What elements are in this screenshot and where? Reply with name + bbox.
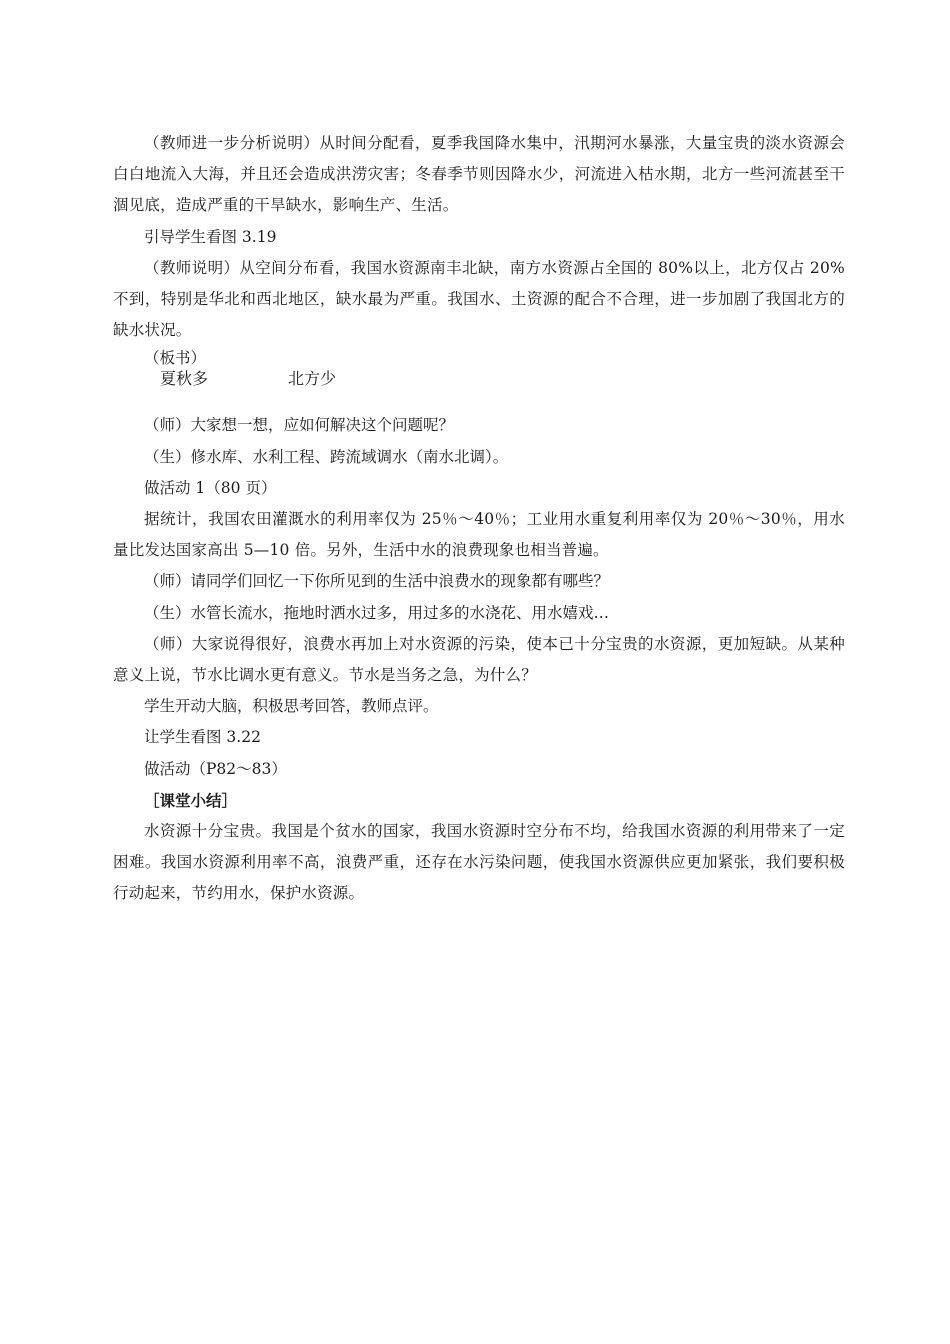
paragraph-statistics: 据统计，我国农田灌溉水的利用率仅为 25％～40％；工业用水重复利用率仅为 20％～30％，用水量比发达国家高出 5—10 倍。另外，生活中水的浪费现象也相当普遍。 <box>113 510 845 560</box>
activity-1: 做活动 1（80 页） <box>144 478 277 497</box>
board-note-north-less: 北方少 <box>288 369 337 389</box>
student-answer: （生）修水库、水利工程、跨流域调水（南水北调）。 <box>144 447 509 466</box>
board-notes <box>113 368 845 390</box>
board-label: （板书） <box>144 349 207 368</box>
paragraph-teacher-conservation: （师）大家说得很好，浪费水再加上对水资源的污染，使本已十分宝贵的水资源，更加短缺。从某种意义上说，节水比调水更有意义。节水是当务之急，为什么？ <box>113 634 845 685</box>
student-waste-examples: （生）水管长流水，拖地时洒水过多，用过多的水浇花、用水嬉戏… <box>144 603 610 622</box>
activity-p82-83: 做活动（P82～83） <box>144 759 287 778</box>
teacher-prompt-waste: （师）请同学们回忆一下你所见到的生活中浪费水的现象都有哪些？ <box>144 572 610 591</box>
paragraph-time-distribution: （教师进一步分析说明）从时间分配看，夏季我国降水集中，汛期河水暴涨，大量宝贵的淡水资源会白白地流入大海，并且还会造成洪涝灾害；冬春季节则因降水少，河流进入枯水期，北方一些河流甚至干涸见底，造成严重的干旱缺水，影响生产、生活。 <box>113 134 845 215</box>
summary-heading: ［课堂小结］ <box>144 790 238 810</box>
paragraph-summary: 水资源十分宝贵。我国是个贫水的国家，我国水资源时空分布不均，给我国水资源的利用带来了一定困难。我国水资源利用率不高，浪费严重，还存在水污染问题，使我国水资源供应更加紧张，我们要积极行动起来，节约用水，保护水资源。 <box>113 822 845 903</box>
student-thinking: 学生开动大脑，积极思考回答，教师点评。 <box>144 697 439 716</box>
teacher-question: （师）大家想一想，应如何解决这个问题呢？ <box>144 416 455 435</box>
guide-figure-3-22: 让学生看图 3.22 <box>144 728 261 747</box>
document-page <box>113 128 845 910</box>
guide-figure-3-19: 引导学生看图 3.19 <box>144 227 277 246</box>
board-note-summer-autumn: 夏秋多 <box>160 369 209 389</box>
paragraph-spatial-distribution: （教师说明）从空间分布看，我国水资源南丰北缺，南方水资源占全国的 80%以上，北方仅占 20%不到，特别是华北和西北地区，缺水最为严重。我国水、土资源的配合不合理，进一步加剧了我国北方的缺水状况。 <box>113 258 845 340</box>
